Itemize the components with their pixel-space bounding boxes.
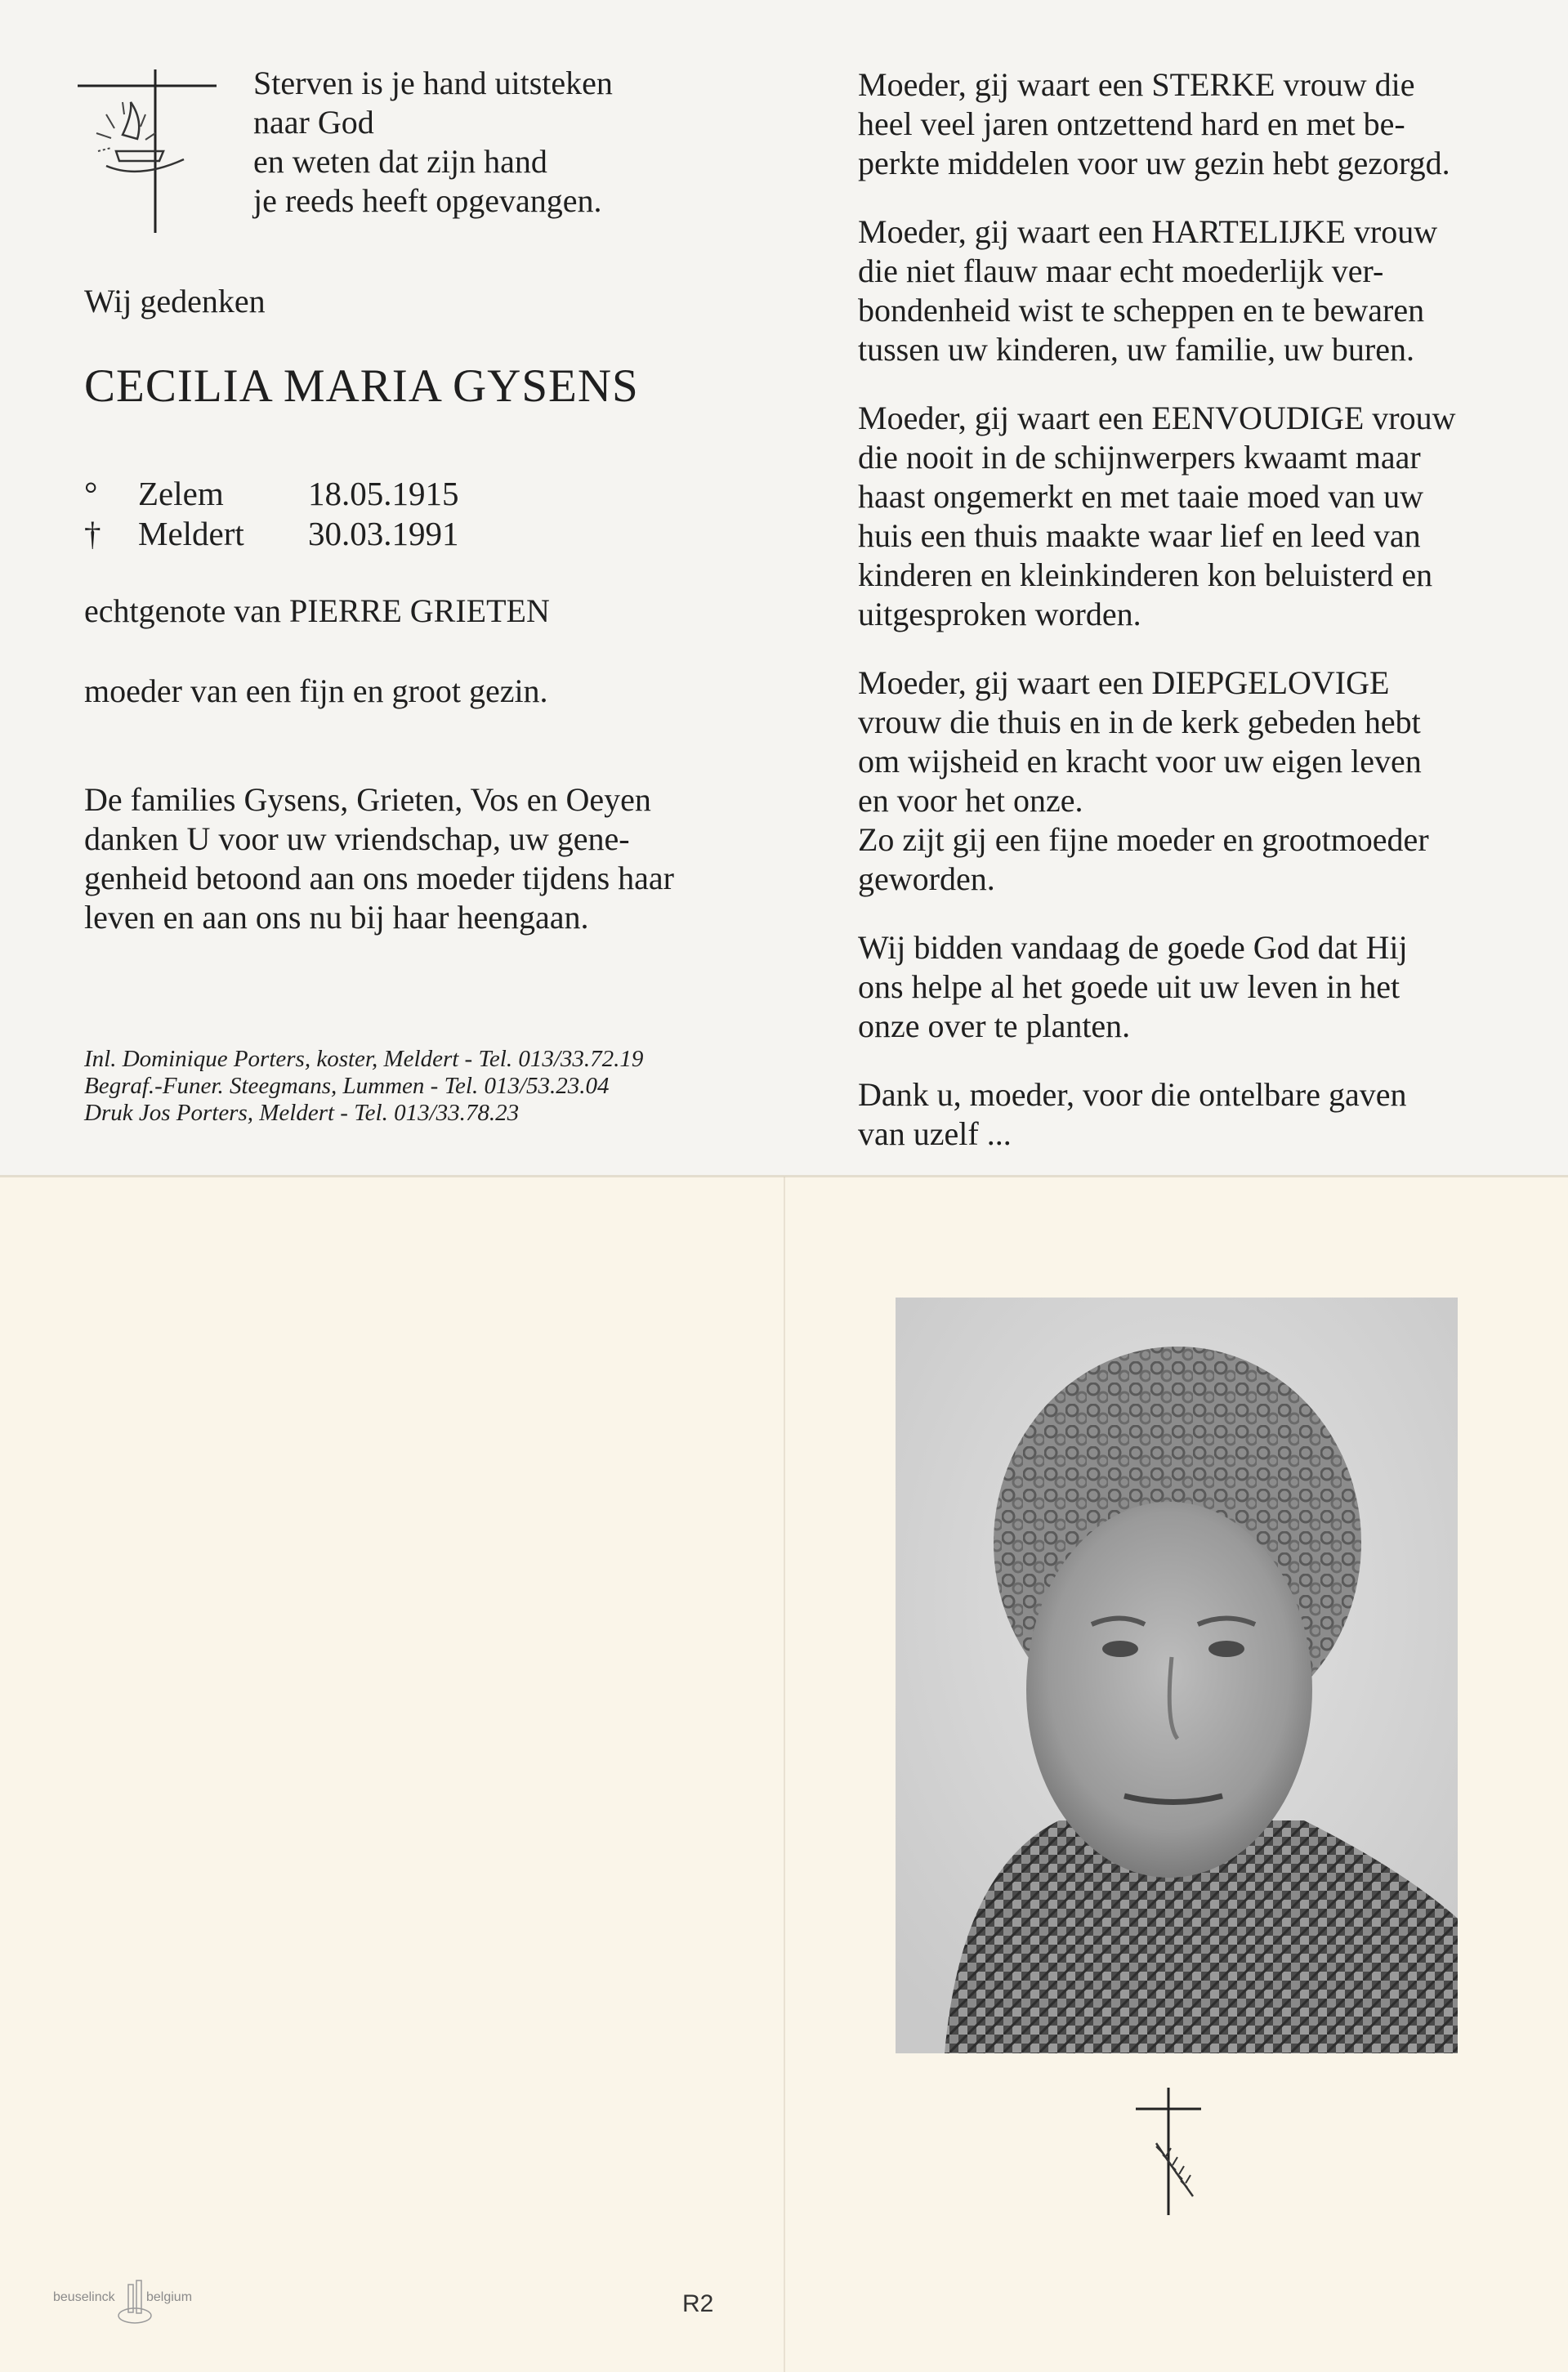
death-row bbox=[84, 514, 459, 554]
motto-line: en weten dat zijn hand bbox=[253, 143, 547, 180]
thanks-line: leven en aan ons nu bij haar heengaan. bbox=[84, 899, 589, 936]
tribute-line: om wijsheid en kracht voor uw eigen leven bbox=[858, 743, 1422, 779]
tribute-line: huis een thuis maakte waar lief en leed van bbox=[858, 517, 1421, 554]
death-date: 30.03.1991 bbox=[308, 515, 459, 552]
thanks-line: danken U voor uw vriendschap, uw gene- bbox=[84, 820, 630, 857]
tribute-line: ons helpe al het goede uit uw leven in het bbox=[858, 968, 1400, 1005]
intro-text: Wij gedenken bbox=[84, 283, 266, 319]
tribute-line: van uzelf ... bbox=[858, 1115, 1012, 1152]
card-code: R2 bbox=[682, 2290, 714, 2317]
motto-line: Sterven is je hand uitsteken bbox=[253, 65, 613, 101]
tribute-line: haast ongemerkt en met taaie moed van uw bbox=[858, 478, 1423, 515]
thanks-line: De families Gysens, Grieten, Vos en Oeyen bbox=[84, 781, 651, 818]
motto-line: naar God bbox=[253, 104, 374, 141]
tribute-line: die niet flauw maar echt moederlijk ver- bbox=[858, 252, 1384, 289]
thanks-line: genheid betoond aan ons moeder tijdens haar bbox=[84, 860, 674, 896]
publisher-logo bbox=[53, 2276, 266, 2325]
tribute-paragraph bbox=[858, 399, 1487, 634]
mother-line: moeder van een fijn en groot gezin. bbox=[84, 672, 548, 709]
credits bbox=[84, 1046, 643, 1127]
tribute-line: perkte middelen voor uw gezin hebt gezorgd. bbox=[858, 145, 1450, 181]
tribute-line: Moeder, gij waart een STERKE vrouw die bbox=[858, 66, 1415, 103]
deceased-name: CECILIA MARIA GYSENS bbox=[84, 360, 639, 412]
tribute-line: uitgesproken worden. bbox=[858, 596, 1141, 632]
motto-verse bbox=[253, 64, 678, 221]
birth-symbol: ° bbox=[84, 475, 98, 512]
tribute-paragraph bbox=[858, 1075, 1487, 1154]
tribute-line: Moeder, gij waart een EENVOUDIGE vrouw bbox=[858, 400, 1456, 436]
credit-line: Druk Jos Porters, Meldert - Tel. 013/33.78.23 bbox=[84, 1100, 520, 1126]
fold-line-vertical bbox=[784, 1177, 785, 2372]
tribute-line: tussen uw kinderen, uw familie, uw buren. bbox=[858, 331, 1414, 368]
tribute-line: Moeder, gij waart een DIEPGELOVIGE bbox=[858, 664, 1390, 701]
death-place: Meldert bbox=[138, 515, 244, 552]
credit-line: Inl. Dominique Porters, koster, Meldert - Tel. 013/33.72.19 bbox=[84, 1046, 644, 1072]
tribute-line: geworden. bbox=[858, 860, 995, 897]
tribute-line: die nooit in de schijnwerpers kwaamt maar bbox=[858, 439, 1421, 476]
tribute-line: Dank u, moeder, voor die ontelbare gaven bbox=[858, 1076, 1407, 1113]
birth-place: Zelem bbox=[138, 475, 224, 512]
portrait-photo bbox=[896, 1298, 1458, 2053]
life-dates bbox=[84, 474, 459, 554]
birth-date: 18.05.1915 bbox=[308, 475, 459, 512]
tribute-line: onze over te planten. bbox=[858, 1007, 1131, 1044]
tribute-paragraph bbox=[858, 65, 1487, 183]
spouse-line: echtgenote van PIERRE GRIETEN bbox=[84, 592, 550, 629]
tribute-line: en voor het onze. bbox=[858, 782, 1083, 819]
svg-text:beuselinck: beuselinck bbox=[53, 2290, 115, 2304]
tribute-line: kinderen en kleinkinderen kon beluisterd en bbox=[858, 556, 1433, 593]
svg-text:belgium: belgium bbox=[146, 2290, 193, 2304]
tribute-paragraph bbox=[858, 212, 1487, 369]
family-thanks bbox=[84, 780, 705, 937]
tribute-line: Moeder, gij waart een HARTELIJKE vrouw bbox=[858, 213, 1438, 250]
tribute-text bbox=[858, 65, 1487, 1154]
cross-with-palm-icon bbox=[1132, 2086, 1205, 2217]
tribute-line: Zo zijt gij een fijne moeder en grootmoeder bbox=[858, 821, 1429, 858]
tribute-paragraph bbox=[858, 928, 1487, 1046]
credit-line: Begraf.-Funer. Steegmans, Lummen - Tel. 013/53.23.04 bbox=[84, 1073, 610, 1099]
tribute-paragraph bbox=[858, 663, 1487, 899]
cross-with-candle-icon bbox=[74, 69, 229, 241]
tribute-line: heel veel jaren ontzettend hard en met be- bbox=[858, 105, 1405, 142]
death-symbol: † bbox=[84, 515, 101, 552]
tribute-line: vrouw die thuis en in de kerk gebeden hebt bbox=[858, 704, 1421, 740]
tribute-line: bondenheid wist te scheppen en te bewaren bbox=[858, 292, 1425, 328]
birth-row bbox=[84, 474, 459, 514]
tribute-line: Wij bidden vandaag de goede God dat Hij bbox=[858, 929, 1408, 966]
motto-line: je reeds heeft opgevangen. bbox=[253, 182, 602, 219]
